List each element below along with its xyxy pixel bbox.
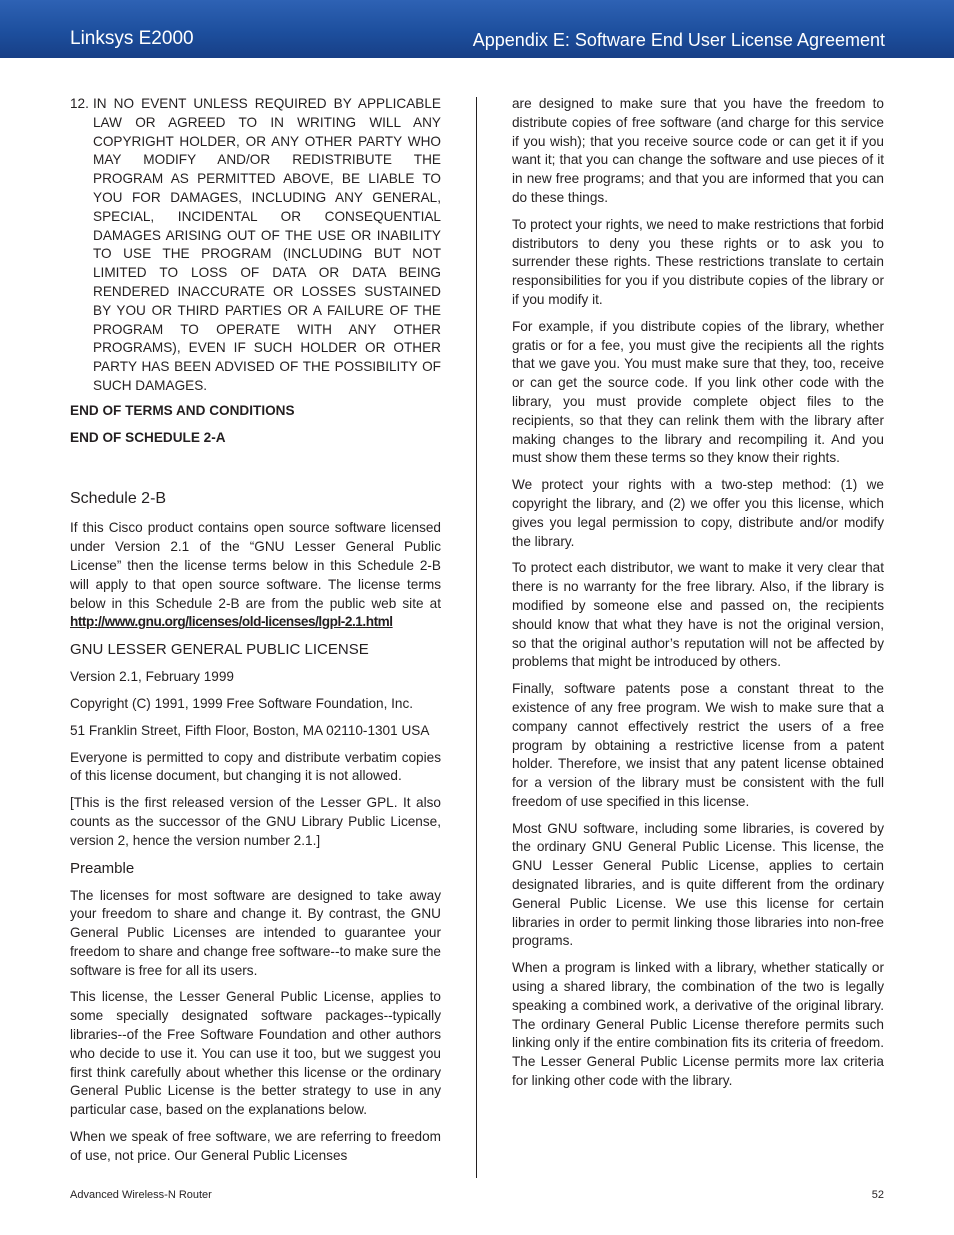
first-release-paragraph: [This is the first released version of the Lesser GPL. It also counts as the successor of the GNU Library Public License, version 2, hence the version number 2.1.] xyxy=(70,795,441,848)
right-column xyxy=(512,95,884,1099)
list-item-12 xyxy=(70,95,441,396)
preamble-paragraph: This license, the Lesser General Public License, applies to some specially designated software packages--typically libraries--of the Free Software Foundation and other authors who decide to use it. You can use it too, but we suggest you first think carefully about whether this license or the ordinary General Public License is the better strategy to use in any particular case, based on the explanations below. xyxy=(70,989,441,1118)
list-item-text: IN NO EVENT UNLESS REQUIRED BY APPLICABLE LAW OR AGREED TO IN WRITING WILL ANY COPYRIGHT HOLDER, OR ANY OTHER PARTY WHO MAY MODIFY AND/OR REDISTRIBUTE THE PROGRAM AS PERMITTED ABOVE, BE LIABLE TO YOU FOR DAMAGES, INCLUDING ANY GENERAL, SPECIAL, INCIDENTAL OR CONSEQUENTIAL DAMAGES ARISING OUT OF THE USE OR INABILITY TO USE THE PROGRAM (INCLUDING BUT NOT LIMITED TO LOSS OF DATA OR DATA BEING RENDERED INACCURATE OR LOSSES SUSTAINED BY YOU OR THIRD PARTIES OR A FAILURE OF THE PROGRAM TO OPERATE WITH ANY OTHER PROGRAMS), EVEN IF SUCH HOLDER OR OTHER PARTY HAS BEEN ADVISED OF THE POSSIBILITY OF SUCH DAMAGES. xyxy=(93,96,441,393)
body-paragraph: are designed to make sure that you have the freedom to distribute copies of free software (and charge for this service if you wish); that you receive source code or can get it if you want it; that you can change the software and use pieces of it in new free programs; and that you are informed that you can do these things. xyxy=(512,96,884,205)
product-name: Linksys E2000 xyxy=(70,28,194,49)
body-paragraph: To protect each distributor, we want to make it very clear that there is no warranty for the free library. Also, if the library is modified by someone else and passed on, the recipients should know that what they have is not the original version, so that the original author’s reputation will not be affected by problems that might be introduced by others. xyxy=(512,560,884,670)
end-terms-heading: END OF TERMS AND CONDITIONS xyxy=(70,402,295,418)
body-paragraph: Most GNU software, including some libraries, is covered by the ordinary GNU General Public License. This license, the GNU Lesser General Public License, applies to certain designated libraries, and is quite different from the ordinary General Public License. We use this license for certain libraries in order to permit linking those libraries into non-free programs. xyxy=(512,820,884,949)
page-number: 52 xyxy=(871,1189,884,1201)
version-line: Version 2.1, February 1999 xyxy=(70,669,234,685)
page-header xyxy=(0,0,954,58)
body-paragraph: Finally, software patents pose a constant threat to the existence of any free program. We wish to make sure that a company cannot effectively restrict the users of a free program by obtaining a restrictive license from a patent holder. Therefore, we insist that any patent license obtained for a version of the library must be consistent with the full freedom of use specified in this license. xyxy=(512,681,884,809)
preamble-paragraph: When we speak of free software, we are referring to freedom of use, not price. Our General Public Licenses xyxy=(70,1129,441,1163)
schedule-heading: Schedule 2-B xyxy=(70,490,167,508)
list-item-number: 12. xyxy=(70,96,89,111)
body-paragraph: For example, if you distribute copies of the library, whether gratis or for a fee, you must give the recipients all the rights that we gave you. You must make sure that they, too, receive or can get the source code. If you link other code with the library, you must provide complete object files to the recipients, so that they can relink them with the library after making changes to the library and recompiling it. And you must show them these terms so they know their rights. xyxy=(512,318,884,466)
address-line: 51 Franklin Street, Fifth Floor, Boston, MA 02110-1301 USA xyxy=(70,722,430,738)
column-divider xyxy=(476,97,477,1178)
license-title: GNU LESSER GENERAL PUBLIC LICENSE xyxy=(70,641,369,659)
body-paragraph: To protect your rights, we need to make restrictions that forbid distributors to deny you these rights or to ask you to surrender these rights. These restrictions translate to certain responsibilities for you if you distribute copies of the library or if you modify it. xyxy=(512,216,884,307)
footer-product-name: Advanced Wireless-N Router xyxy=(70,1189,212,1201)
copyright-line: Copyright (C) 1991, 1999 Free Software Foundation, Inc. xyxy=(70,695,414,711)
permission-paragraph: Everyone is permitted to copy and distribute verbatim copies of this license document, but changing it is not allowed. xyxy=(70,749,441,784)
body-paragraph: When a program is linked with a library, whether statically or using a shared library, the combination of the two is legally speaking a combined work, a derivative of the original library. The ordinary General Public License therefore permits such linking only if the entire combination fits its criteria of freedom. The Lesser General Public License permits more lax criteria for linking other code with the library. xyxy=(512,960,884,1089)
end-schedule-heading: END OF SCHEDULE 2-A xyxy=(70,429,226,445)
schedule-intro-text: If this Cisco product contains open source software licensed under Version 2.1 of the “GNU Lesser General Public License” then the license terms below in this Schedule 2-B will apply to that open source software. The license terms below in this Schedule 2-B are from the public web site at xyxy=(70,520,441,611)
body-paragraph: We protect your rights with a two-step method: (1) we copyright the library, and (2) we offer you this license, which gives you legal permission to copy, distribute and/or modify the library. xyxy=(512,477,884,549)
schedule-intro-paragraph xyxy=(70,519,441,632)
preamble-paragraph: The licenses for most software are designed to take away your freedom to share and change it. By contrast, the GNU General Public Licenses are intended to guarantee your freedom to share and change free software--to make sure the software is free for all its users. xyxy=(70,887,441,978)
chapter-title: Appendix E: Software End User License Agreement xyxy=(472,30,885,50)
license-url-link[interactable]: http://www.gnu.org/licenses/old-licenses/lgpl-2.1.html xyxy=(70,614,393,630)
left-column xyxy=(70,95,441,1174)
preamble-heading: Preamble xyxy=(70,859,135,877)
